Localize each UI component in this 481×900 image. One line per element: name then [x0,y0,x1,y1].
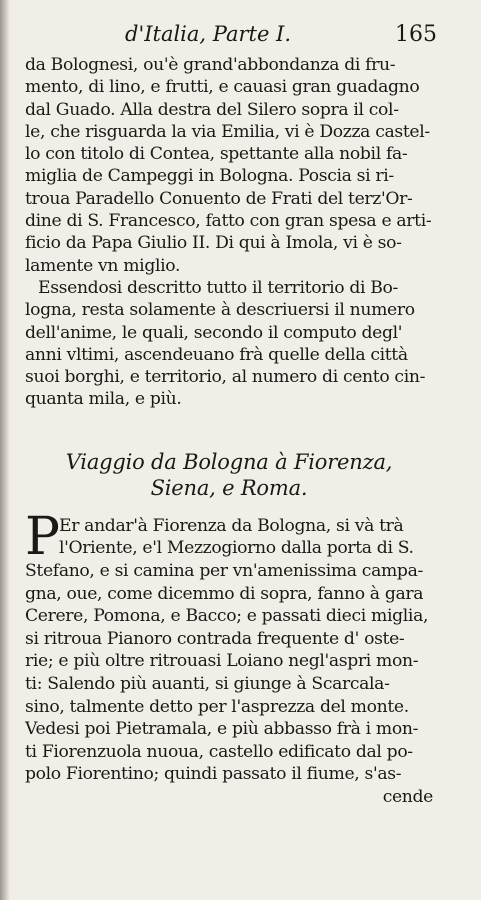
text-line: suoi borghi, e territorio, al numero di cento cin- [25,367,426,388]
text-line: l'Oriente, e'l Mezzogiorno dalla porta di S. [59,538,414,559]
text-line: mento, di lino, e frutti, e cauasi gran guadagno [25,77,420,98]
page-number: 165 [395,22,437,47]
text-line: troua Paradello Conuento de Frati del terz'Or- [25,188,413,209]
text-line: dell'anime, le quali, secondo il computo degl' [25,322,403,343]
text-line: dal Guado. Alla destra del Silero sopra il col- [25,99,399,120]
text-line: Cerere, Pomona, e Bacco; e passati dieci miglia, [25,606,429,627]
text-line: Essendosi descritto tutto il territorio di Bo- [38,277,399,298]
text-line: quanta mila, e più. [25,389,182,410]
drop-cap: P [25,506,60,567]
text-line: sino, talmente detto per l'asprezza del monte. [25,696,409,717]
text-line: rie; e più oltre ritrouasi Loiano negl'aspri mon- [25,651,419,672]
running-title: d'Italia, Parte I. [125,22,292,46]
text-line: ficio da Papa Giulio II. Di qui à Imola, vi è so- [25,233,402,254]
section-heading [25,449,433,501]
section-heading-line: Siena, e Roma. [150,475,308,500]
catchword: cende [382,786,433,807]
text-line: le, che risguarda la via Emilia, vi è Dozza castel- [25,121,430,142]
running-head [25,22,437,54]
text-line: Vedesi poi Pietramala, e più abbasso frà i mon- [25,719,419,740]
text-line: lo con titolo di Contea, spettante alla nobil fa- [25,144,408,165]
text-line: da Bolognesi, ou'è grand'abbondanza di fru- [25,55,396,75]
text-line: Stefano, e si camina per vn'amenissima campa- [25,560,423,581]
text-line: si ritroua Pianoro contrada frequente d' oste- [25,628,405,649]
text-line: miglia de Campeggi in Bologna. Poscia si ri- [25,166,394,187]
page-gutter-shadow [0,0,10,900]
text-line: Er andar'à Fiorenza da Bologna, si và trà [59,515,404,536]
paragraph-1 [25,54,433,277]
spacer [25,411,433,449]
text-line: anni vltimi, ascendeuano frà quelle della città [25,344,408,365]
text-block [25,22,437,808]
text-line: ti: Salendo più auanti, si giunge à Scarcala- [25,673,390,694]
text-line: lamente vn miglio. [25,255,181,276]
section-heading-line: Viaggio da Bologna à Fiorenza, [65,449,393,474]
text-line: ti Fiorenzuola nuoua, castello edificato dal po- [25,741,413,762]
text-line: gna, oue, come dicemmo di sopra, fanno à gara [25,583,424,604]
text-line: dine di S. Francesco, fatto con gran spesa e arti- [25,211,432,232]
text-line: polo Fiorentino; quindi passato il fiume, s'as- [25,764,402,785]
text-line: logna, resta solamente à descriuersi il numero [25,300,415,321]
paragraph-2 [25,277,433,411]
spacer [25,501,433,515]
paragraph-3 [25,506,433,809]
